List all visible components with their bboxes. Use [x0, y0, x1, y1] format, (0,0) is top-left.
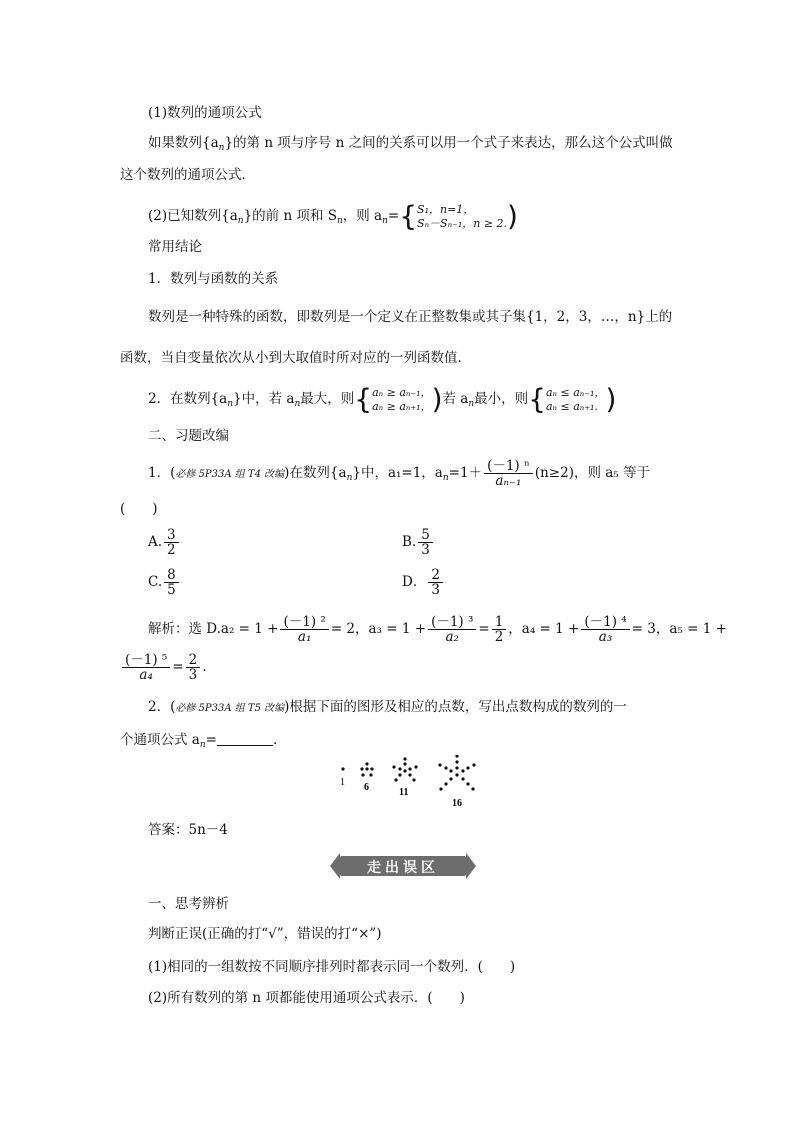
section1-title: (1)数列的通项公式: [148, 105, 262, 121]
q1-fraction: $\frac{\text{(－1) ⁿ}}{\text{aₙ₋₁}}$: [484, 459, 533, 488]
dot: [472, 763, 475, 766]
judge-item-2: (2)所有数列的第 n 项都能使用通项公式表示．( ): [148, 990, 465, 1006]
dot: [444, 782, 447, 785]
dot: [403, 757, 406, 760]
dot: [365, 762, 368, 765]
conclusion-heading: 常用结论: [148, 239, 202, 255]
dot: [369, 773, 372, 776]
dot: [414, 765, 417, 768]
dot: [449, 777, 452, 780]
dot: [455, 760, 458, 763]
dot: [444, 766, 447, 769]
dot: [341, 767, 344, 770]
dot: [438, 763, 441, 766]
conclusion1-line2: 函数，当自变量依次从小到大取值时所对应的一列函数值．: [120, 350, 471, 366]
answer: 答案：5n－4: [148, 822, 228, 838]
dot: [398, 773, 401, 776]
dot: [455, 755, 458, 758]
conclusion1-title: 1．数列与函数的关系: [148, 271, 279, 287]
dot: [449, 769, 452, 772]
answer-blank: [217, 733, 273, 746]
question2-line2: 个通项公式 $a_n=$ .: [120, 732, 278, 750]
dot: [466, 782, 469, 785]
dot: [360, 767, 363, 770]
dot: [471, 787, 474, 790]
dot: [412, 778, 415, 781]
dot: [394, 778, 397, 781]
question1: 1．(必修 5P33A 组 T4 改编)在数列$\{a_n\}$中，a₁=1，$a_n=1+$ $\frac{\text{(－1) ⁿ}}{\text{aₙ₋₁}}$ (n≥2)，则 a₅ 等于: [148, 458, 650, 489]
figure-label-1: 1: [340, 777, 345, 788]
section3-title: 一、思考辨析: [148, 896, 229, 912]
dot: [466, 766, 469, 769]
section1-line2: 这个数列的通项公式．: [120, 167, 255, 183]
dot: [408, 767, 411, 770]
figure-label-6: 6: [364, 782, 369, 793]
question1-paren: ( ): [120, 501, 158, 517]
dot: [370, 767, 373, 770]
section3-intro: 判断正误(正确的打“√”，错误的打“×”): [148, 926, 382, 942]
question2: 2．(必修 5P33A 组 T5 改编)根据下面的图形及相应的点数，写出点数构成的数列的一: [148, 699, 627, 715]
dot: [455, 773, 458, 776]
solution-line2: $\frac{\text{(－1) ⁵}}{\text{a₄}}$ = $\frac{2}{3}$ .: [120, 650, 207, 684]
solution-line1: 解析：选 D.a₂ = 1 + $\frac{\text{(－1) ²}}{\text{a₁}}$ = 2，a₃ = 1 + $\frac{\text{(－1) ³}}{\text{a₂}}$ = $\frac{1}{2}$ ，a₄ = 1 + $\frac{\text{(－1) ⁴}}{\text{a₃}}$ = 3，a₅ = 1 +: [148, 614, 727, 645]
option-d: D． $\frac{2}{3}$: [402, 568, 445, 597]
section-banner: [340, 853, 466, 879]
dot: [461, 777, 464, 780]
dot: [365, 767, 368, 770]
dot: [392, 765, 395, 768]
dot: [361, 773, 364, 776]
option-a: A. $\frac{3}{2}$: [148, 528, 181, 557]
judge-item-1: (1)相同的一组数按不同顺序排列时都表示同一个数列．( ): [148, 959, 516, 975]
figure-label-11: 11: [399, 787, 409, 798]
dot: [455, 766, 458, 769]
dot: [403, 769, 406, 772]
section-exercises-title: 二、习题改编: [148, 428, 229, 444]
option-c: C. $\frac{8}{5}$: [148, 568, 181, 597]
banner-label: 走出误区: [367, 860, 439, 876]
dot: [403, 762, 406, 765]
figure-label-16: 16: [452, 798, 462, 809]
dot-pattern-figure: [330, 755, 490, 810]
conclusion1-line1: 数列是一种特殊的函数，即数列是一个定义在正整数集或其子集{1，2，3，…，n}上的: [148, 309, 673, 325]
option-b: B. $\frac{5}{3}$: [402, 528, 435, 557]
dot: [398, 767, 401, 770]
section1-line1: 如果数列$\{a_n\}$的第 n 项与序号 n 之间的关系可以用一个式子来表达，那么这个公式叫做: [148, 135, 673, 153]
conclusion2-line: 2．在数列$\{a_n\}$中，若 $a_n$最大，则{aₙ ≥ aₙ₋₁， aₙ ≥ aₙ₊₁，)若 $a_n$最小，则{aₙ ≤ aₙ₋₁， aₙ ≤ aₙ₊₁. ): [148, 382, 617, 416]
dot: [439, 787, 442, 790]
section2-formula: (2)已知数列$\{a_n\}$的前 n 项和 $S_n$，则 $a_n=\{S_1$，n=1， Sₙ－Sₙ₋₁，n ≥ 2.): [148, 199, 518, 233]
dot: [408, 773, 411, 776]
dot: [461, 769, 464, 772]
